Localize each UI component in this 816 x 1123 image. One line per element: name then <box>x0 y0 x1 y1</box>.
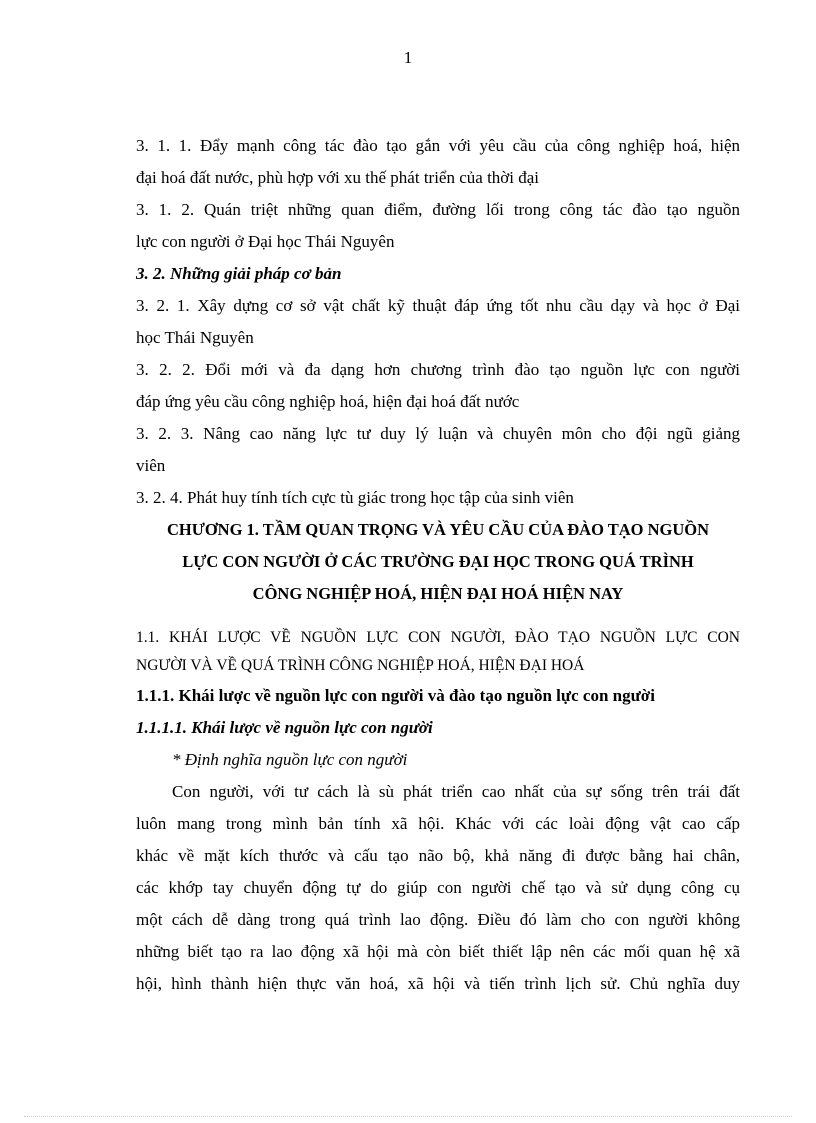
body-line: những biết tạo ra lao động xã hội mà còn biết thiết lập nên các mối quan hệ xã <box>136 942 740 961</box>
document-content <box>136 130 740 1000</box>
toc-entry <box>136 290 740 354</box>
toc-entry <box>136 194 740 258</box>
body-line: hội, hình thành hiện thực văn hoá, xã hội và tiến trình lịch sử. Chủ nghĩa duy <box>136 974 740 993</box>
toc-line: viên <box>136 456 166 475</box>
body-line: một cách dễ dàng trong quá trình lao động. Điều đó làm cho con người không <box>136 910 740 929</box>
body-line: Con người, với tư cách là sù phát triển cao nhất của sự sống trên trái đất <box>172 782 740 801</box>
chapter-title-line: LỰC CON NGƯỜI Ở CÁC TRƯỜNG ĐẠI HỌC TRONG QUÁ TRÌNH <box>182 552 694 571</box>
toc-line: đáp ứng yêu cầu công nghiệp hoá, hiện đại hoá đất nước <box>136 392 520 411</box>
toc-line: lực con người ở Đại học Thái Nguyên <box>136 232 395 251</box>
toc-entry <box>136 130 740 194</box>
toc-line: 3. 2. 2. Đổi mới và đa dạng hơn chương trình đào tạo nguồn lực con người <box>136 360 740 379</box>
page-number: 1 <box>403 48 413 67</box>
section-heading-line: 1.1. KHÁI LƯỢC VỀ NGUỒN LỰC CON NGƯỜI, ĐÀO TẠO NGUỒN LỰC CON <box>136 629 740 646</box>
definition-label: * Định nghĩa nguồn lực con người <box>172 750 408 769</box>
toc-line: 3. 1. 2. Quán triệt những quan điểm, đường lối trong công tác đào tạo nguồn <box>136 200 740 219</box>
toc-line: học Thái Nguyên <box>136 328 254 347</box>
toc-line: 3. 1. 1. Đẩy mạnh công tác đào tạo gắn với yêu cầu của công nghiệp hoá, hiện <box>136 136 740 155</box>
toc-line: đại hoá đất nước, phù hợp với xu thế phát triển của thời đại <box>136 168 540 187</box>
body-line: luôn mang trong mình bản tính xã hội. Khác với các loài động vật cao cấp <box>136 814 740 833</box>
chapter-title-line: CHƯƠNG 1. TẦM QUAN TRỌNG VÀ YÊU CẦU CỦA ĐÀO TẠO NGUỒN <box>166 520 710 539</box>
toc-entry <box>136 482 740 514</box>
toc-line: 3. 2. Những giải pháp cơ bản <box>136 264 342 283</box>
body-line: các khớp tay chuyển động tự do giúp con người chế tạo và sử dụng công cụ <box>136 878 740 897</box>
section-heading-1-1-1: 1.1.1. Khái lược về nguồn lực con người và đào tạo nguồn lực con người <box>136 686 655 705</box>
body-paragraph <box>136 776 740 1000</box>
page-bottom-divider <box>24 1116 792 1117</box>
toc-line: 3. 2. 3. Nâng cao năng lực tư duy lý luận và chuyên môn cho đội ngũ giảng <box>136 424 740 443</box>
section-heading-1-1 <box>136 624 740 680</box>
section-heading-1-1-1-1: 1.1.1.1. Khái lược về nguồn lực con người <box>136 718 433 737</box>
chapter-title <box>136 514 740 610</box>
toc-line: 3. 2. 4. Phát huy tính tích cực tù giác trong học tập của sinh viên <box>136 488 574 507</box>
toc-entry <box>136 418 740 482</box>
toc-entry <box>136 354 740 418</box>
toc-heading <box>136 258 740 290</box>
body-line: khác về mặt kích thước và cấu tạo não bộ, khả năng đi được bằng hai chân, <box>136 846 740 865</box>
chapter-title-line: CÔNG NGHIỆP HOÁ, HIỆN ĐẠI HOÁ HIỆN NAY <box>252 584 624 603</box>
toc-line: 3. 2. 1. Xây dựng cơ sở vật chất kỹ thuật đáp ứng tốt nhu cầu dạy và học ở Đại <box>136 296 740 315</box>
section-heading-line: NGƯỜI VÀ VỀ QUÁ TRÌNH CÔNG NGHIỆP HOÁ, HIỆN ĐẠI HOÁ <box>136 657 585 674</box>
